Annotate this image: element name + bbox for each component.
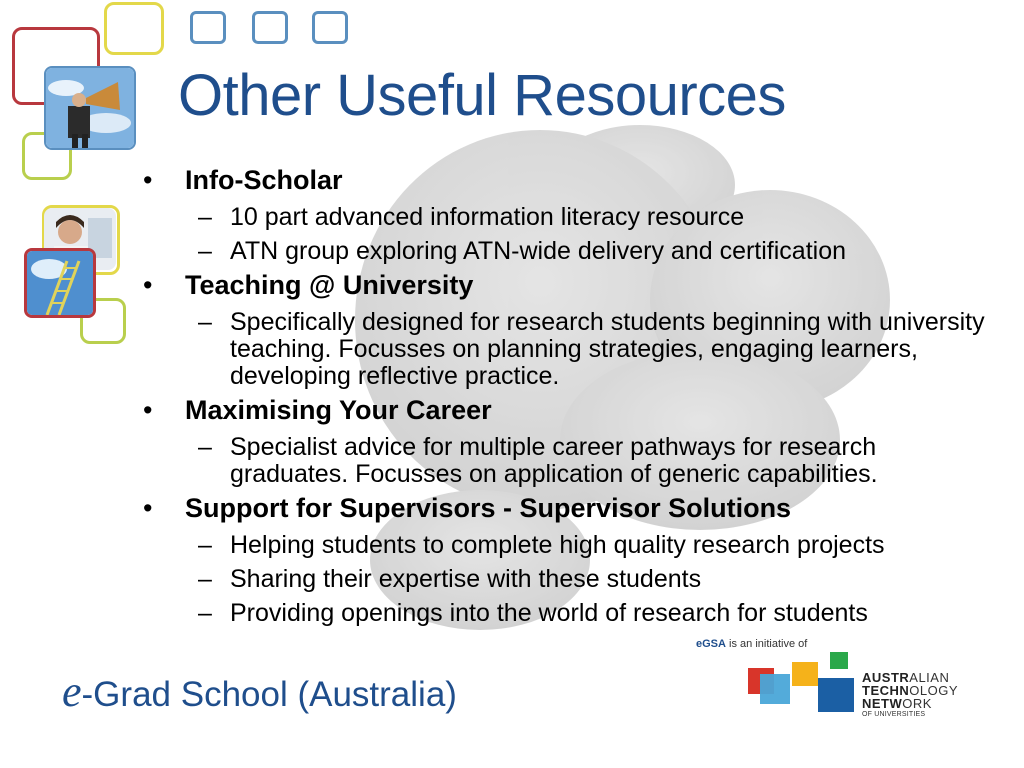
decor-square-yellow [104, 2, 164, 55]
list-item: – Helping students to complete high quality research projects [198, 531, 885, 559]
resource-list [140, 160, 1000, 627]
list-item-text: Specifically designed for research students beginning with university teaching. Focusses on planning strategies, engaging learners, developing reflective practice. [230, 308, 985, 390]
list-item: – Sharing their expertise with these students [198, 565, 702, 593]
atn-line-3: NETWORK [862, 696, 932, 711]
list-item-text: ATN group exploring ATN-wide delivery and certification [230, 237, 847, 265]
decor-square-blue-2 [252, 11, 288, 44]
atn-logo-icon [746, 648, 858, 716]
list-item: – Specifically designed for research students beginning with university teaching. Focusses on planning strategies, engaging learners, developing reflective practice. [198, 308, 985, 390]
atn-logo-text [862, 671, 958, 719]
list-item-text: Sharing their expertise with these students [230, 565, 702, 593]
egrad-logo-e: e [62, 667, 82, 716]
slide-title: Other Useful Resources [178, 63, 786, 128]
egrad-school-logo [62, 666, 457, 717]
egrad-logo-text: -Grad School (Australia) [81, 675, 457, 714]
section-heading-info-scholar: • Info-Scholar [140, 164, 1000, 197]
megaphone-photo [44, 66, 136, 150]
atn-line-2: TECHNOLOGY [862, 683, 959, 698]
section-heading-support-supervisors: • Support for Supervisors - Supervisor Solutions [140, 492, 1000, 525]
egsa-suffix: is an initiative of [725, 638, 808, 650]
decor-square-blue-3 [312, 11, 348, 44]
egsa-name: eGSA [696, 638, 726, 650]
ladder-photo [24, 248, 96, 318]
list-item: – 10 part advanced information literacy resource [198, 203, 745, 231]
atn-line-4: OF UNIVERSITIES [862, 711, 926, 718]
atn-line-1: AUSTRALIAN [862, 670, 950, 685]
list-item: – Providing openings into the world of research for students [198, 599, 868, 627]
list-item-text: 10 part advanced information literacy resource [230, 203, 745, 231]
list-item: – Specialist advice for multiple career pathways for research graduates. Focusses on application of generic capabilities. [198, 433, 878, 488]
list-item-text: Helping students to complete high quality research projects [230, 531, 885, 559]
list-item-text: Specialist advice for multiple career pathways for research graduates. Focusses on application of generic capabilities. [230, 433, 878, 488]
list-item-text: Providing openings into the world of research for students [230, 599, 868, 627]
decor-square-blue-1 [190, 11, 226, 44]
section-heading-maximising-career: • Maximising Your Career [140, 394, 1000, 427]
list-item: – ATN group exploring ATN-wide delivery and certification [198, 237, 847, 265]
section-heading-teaching-university: • Teaching @ University [140, 269, 1000, 302]
